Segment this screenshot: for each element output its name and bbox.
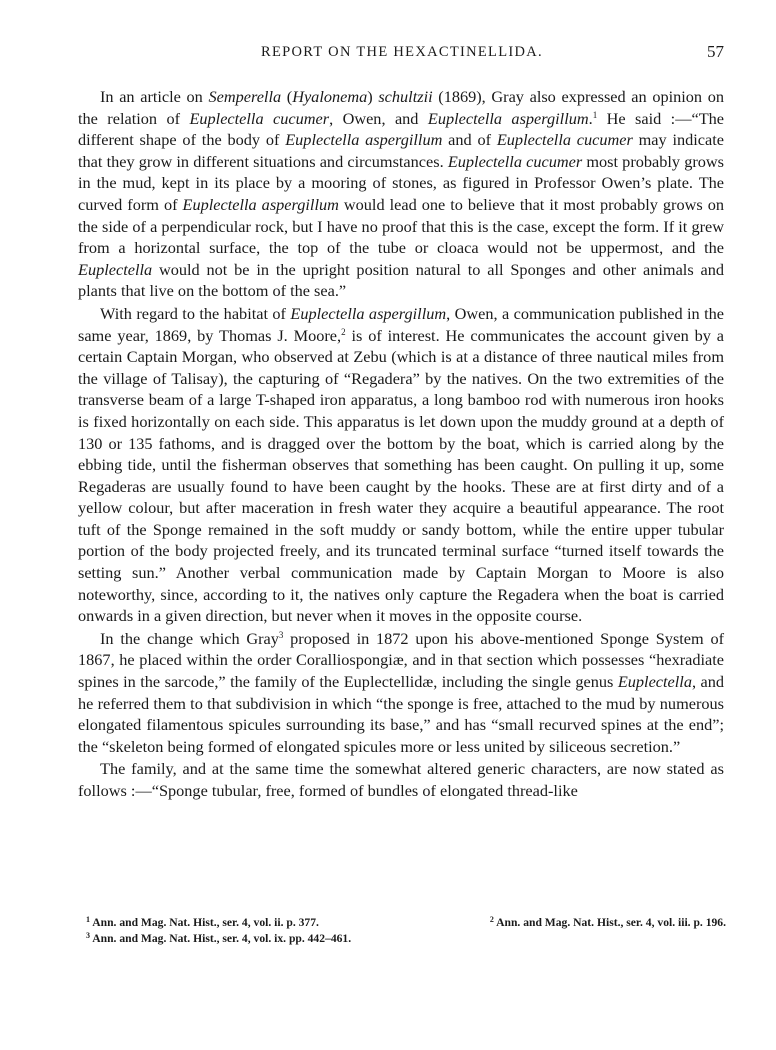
text-run: . (588, 108, 593, 128)
text-run: would lead one to believe that it most probably grows on the side of a perpendicular rock, but I have no proof that this is the case, except the form. If it grew from a horizontal surface, the top of the tube or cloaca would not be uppermost, and the (78, 194, 725, 258)
italic-run: schultzii (378, 87, 433, 106)
footnote-2: $^2$ Ann. and Mag. Nat. Hist., ser. 4, vol. iii. p. 196. (489, 915, 726, 929)
text-run: , and he referred them to that subdivision in which “the sponge is free, attached to the mud by numerous elongated filamentous spicules surrounding its base,” and has “small recurved spines at the end”; the “skeleton being formed of elongated spicules more or less united by siliceous secretion.” (78, 672, 724, 756)
footnote-ref: 2 (341, 326, 346, 337)
footnotes (86, 915, 726, 947)
italic-run: Hyalonema (292, 87, 368, 106)
text-run: The family, and at the same time the somewhat altered generic characters, are now stated as follows :—“Sponge tubular, free, formed of bundles of elongated thread-like (78, 759, 724, 800)
footnote-1: $^1$ Ann. and Mag. Nat. Hist., ser. 4, vol. ii. p. 377. (86, 915, 319, 929)
italic-run: Euplectella cucumer (447, 151, 583, 171)
italic-run: Euplectella cucumer (496, 130, 633, 150)
footnote-ref: 3 (278, 629, 284, 640)
paragraph (78, 628, 724, 758)
page-header (80, 44, 724, 66)
paragraph (78, 86, 724, 302)
text-run: and of (442, 130, 497, 150)
italic-run: Semperella (208, 87, 282, 106)
footnote-3: $^3$ Ann. and Mag. Nat. Hist., ser. 4, vol. ix. pp. 442–461. (86, 931, 352, 945)
italic-run: Euplectella aspergillum (290, 303, 447, 323)
text-run: With regard to the habitat of (100, 303, 291, 323)
italic-run: Euplectella aspergillum (427, 108, 589, 128)
text-run: proposed in 1872 upon his above-mentioned Sponge System of 1867, he placed within the order Coralliospongiæ, and in that section which possesses “hexradiate spines in the sarcode,” the family of the Euplectellidæ, including the single genus (78, 628, 725, 692)
italic-run: Euplectella (617, 672, 692, 692)
italic-run: Euplectella (78, 259, 153, 279)
text-run: ( (281, 87, 293, 106)
italic-run: Euplectella cucumer (189, 108, 330, 128)
body-text (78, 86, 724, 802)
text-run: , Owen, a communication published in the same year, 1869, by Thomas J. Moore, (78, 303, 724, 345)
text-run: He said :—“The different shape of the body of (78, 108, 725, 150)
footnote-ref: 1 (592, 109, 598, 120)
italic-run: Euplectella aspergillum (182, 194, 339, 214)
text-run: (1869), Gray also expressed an opinion on the relation of (78, 87, 724, 128)
text-run: ) (367, 87, 379, 106)
paragraph (78, 758, 724, 801)
text-run: would not be in the upright position natural to all Sponges and other animals and plants that live on the bottom of the sea.” (78, 259, 724, 301)
text-run: In an article on (100, 87, 209, 106)
paragraph (78, 303, 724, 627)
text-run: , Owen, and (329, 108, 428, 128)
text-run: In the change which Gray (100, 628, 279, 648)
page-number: 57 (707, 42, 724, 61)
italic-run: Euplectella aspergillum (285, 130, 443, 150)
text-run: may indicate that they grow in different situations and circumstances. (78, 130, 725, 171)
text-run: is of interest. He communicates the account given by a certain Captain Morgan, who observed at Zebu (which is at a distance of three nautical miles from the village of Talisay), the capturing of “Regadera” by the natives. On the two extremities of the transverse beam of a large T-shaped iron apparatus, a long bamboo rod with numerous iron hooks is fixed horizontally on each side. This apparatus is let down upon the muddy ground at a depth of 130 or 135 fathoms, and is dragged over the bottom by the boat, which is carried along by the ebbing tide, until the fisherman observes that something has been caught. On pulling it up, some Regaderas are usually found to have been caught by the hooks. These are at first dirty and of a yellow colour, but after maceration in fresh water they acquire a beautiful appearance. The root tuft of the Sponge remained in the soft muddy or sandy bottom, while the entire upper tubular portion of the body projected freely, and its truncated terminal surface “turned itself towards the setting sun.” Another verbal communication made by Captain Morgan to Moore is also noteworthy, since, according to it, the natives only capture the Regadera when the boat is carried onwards in a given direction, but never when it moves in the opposite course. (78, 325, 724, 626)
text-run: most probably grows in the mud, kept in its place by a mooring of stones, as figured in Professor Owen’s plate. The curved form of (78, 151, 725, 214)
running-title: REPORT ON THE HEXACTINELLIDA. (261, 44, 543, 60)
